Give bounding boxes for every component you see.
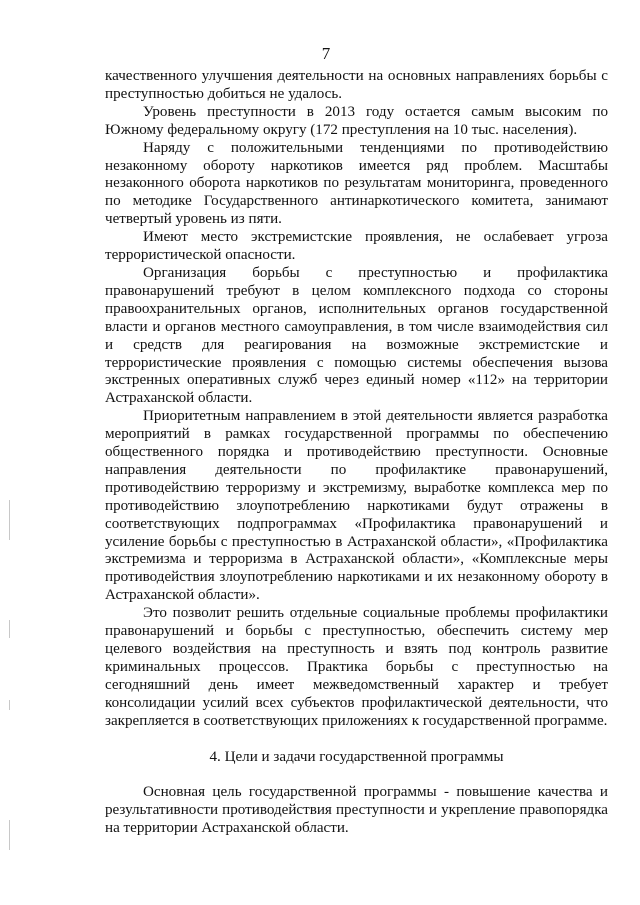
paragraph-3: Наряду с положительными тенденциями по противодействию незаконному обороту наркотиков имеется ряд проблем. Масштабы незаконного оборота наркотиков по результатам мониторинга, проведенного по методике Государственного антинаркотического комитета, занимают четвертый уровень из пяти. — [105, 139, 608, 228]
paragraph-5: Организация борьбы с преступностью и профилактика правонарушений требуют в целом комплексного подхода со стороны правоохранительных органов, исполнительных органов государственной власти и органов местного самоуправления, в том числе взаимодействия сил и средств для реагирования на возможные экстремистские и террористические проявления с помощью системы обеспечения вызова экстренных оперативных служб через единый номер «112» на территории Астраханской области. — [105, 264, 608, 407]
paragraph-7: Это позволит решить отдельные социальные проблемы профилактики правонарушений и борьбы с преступностью, обеспечить систему мер целевого воздействия на преступность и взять под контроль развитие криминальных процессов. Практика борьбы с преступностью на сегодняшний день имеет межведомственный характер и требует консолидации усилий всех субъектов профилактической деятельности, что закрепляется в соответствующих приложениях к государственной программе. — [105, 605, 608, 729]
document-body — [105, 68, 608, 838]
paragraph-2: Уровень преступности в 2013 году остается самым высоким по Южному федеральному округу (172 преступления на 10 тыс. населения). — [105, 103, 608, 138]
page-number: 7 — [321, 44, 331, 63]
section-paragraph: Основная цель государственной программы - повышение качества и результативности противодействия преступности и укрепление правопорядка на территории Астраханской области. — [105, 784, 608, 837]
paragraph-6: Приоритетным направлением в этой деятельности является разработка мероприятий в рамках государственной программы по обеспечению общественного порядка и противодействию преступности. Основные направления деятельности по профилактике правонарушений, противодействию терроризму и экстремизму, выработке комплекса мер по противодействию злоупотреблению наркотиками будут отражены в соответствующих подпрограммах «Профилактика правонарушений и усиление борьбы с преступностью в Астраханской области», «Профилактика экстремизма и терроризма в Астраханской области», «Комплексные меры противодействия злоупотреблению наркотиками и их незаконному обороту в Астраханской области». — [105, 408, 608, 604]
scan-margin-marks — [0, 0, 20, 905]
paragraph-1: качественного улучшения деятельности на основных направлениях борьбы с преступностью добиться не удалось. — [105, 68, 608, 102]
paragraph-4: Имеют место экстремистские проявления, не ослабевает угроза террористической опасности. — [105, 229, 608, 264]
section-heading: 4. Цели и задачи государственной программы — [209, 748, 504, 765]
